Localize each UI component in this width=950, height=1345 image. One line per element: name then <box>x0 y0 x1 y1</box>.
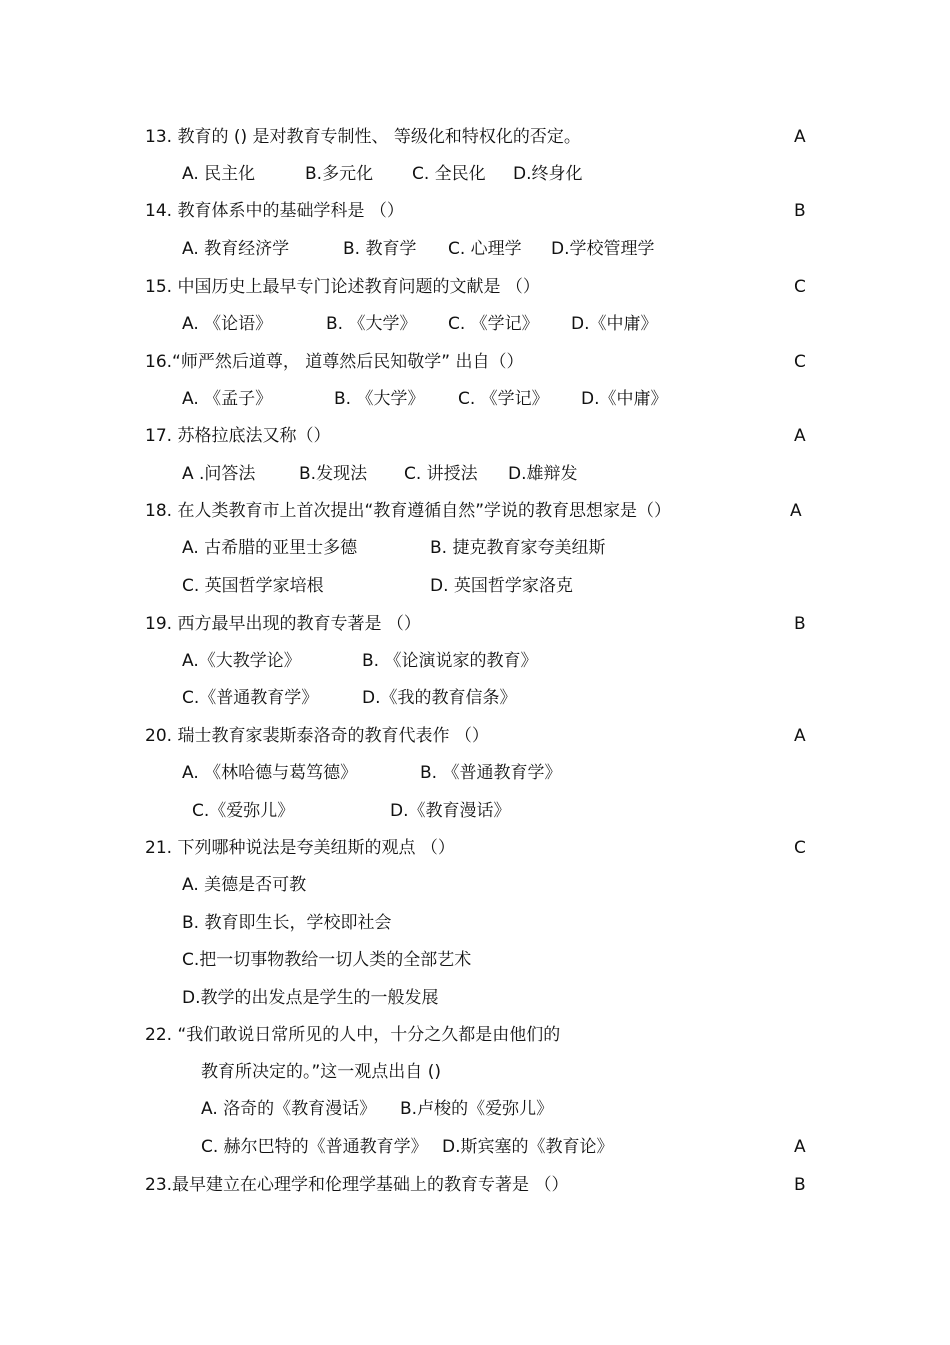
option-21-b: B. 教育即生长，学校即社会 <box>182 913 392 933</box>
option-15-c: C. 《学记》 <box>448 314 539 334</box>
option-15-b: B. 《大学》 <box>326 314 417 334</box>
option-21-c: C.把一切事物教给一切人类的全部艺术 <box>182 950 472 970</box>
option-16-d: D.《中庸》 <box>581 389 668 409</box>
option-18-d: D. 英国哲学家洛克 <box>430 576 573 596</box>
option-13-c: C. 全民化 <box>412 164 486 184</box>
option-20-b: B. 《普通教育学》 <box>420 763 562 783</box>
question-13: 13. 教育的 () 是对教育专制性、 等级化和特权化的否定。 <box>145 127 581 147</box>
option-19-d: D.《我的教育信条》 <box>362 688 517 708</box>
answer-20: A <box>794 726 806 746</box>
option-13-a: A. 民主化 <box>182 164 256 184</box>
option-18-a: A. 古希腊的亚里士多德 <box>182 538 358 558</box>
answer-19: B <box>794 614 806 634</box>
option-14-d: D.学校管理学 <box>551 239 655 259</box>
question-17: 17. 苏格拉底法又称（） <box>145 426 331 446</box>
answer-21: C <box>794 838 806 858</box>
option-20-a: A. 《林哈德与葛笃德》 <box>182 763 358 783</box>
option-20-c: C.《爱弥儿》 <box>192 801 295 821</box>
option-15-d: D.《中庸》 <box>571 314 658 334</box>
option-19-a: A.《大教学论》 <box>182 651 301 671</box>
option-14-c: C. 心理学 <box>448 239 522 259</box>
option-13-b: B.多元化 <box>305 164 374 184</box>
option-17-b: B.发现法 <box>299 464 368 484</box>
question-14: 14. 教育体系中的基础学科是 （） <box>145 201 404 221</box>
question-15: 15. 中国历史上最早专门论述教育问题的文献是 （） <box>145 277 540 297</box>
option-19-c: C.《普通教育学》 <box>182 688 319 708</box>
answer-17: A <box>794 426 806 446</box>
question-16: 16.“师严然后道尊， 道尊然后民知敬学” 出自（） <box>145 352 524 372</box>
answer-13: A <box>794 127 806 147</box>
answer-22: A <box>794 1137 806 1157</box>
answer-15: C <box>794 277 806 297</box>
option-17-d: D.雄辩发 <box>508 464 578 484</box>
option-16-a: A. 《孟子》 <box>182 389 273 409</box>
question-18: 18. 在人类教育市上首次提出“教育遵循自然”学说的教育思想家是（） <box>145 501 672 521</box>
option-17-a: A .问答法 <box>182 464 256 484</box>
option-17-c: C. 讲授法 <box>404 464 478 484</box>
option-14-a: A. 教育经济学 <box>182 239 290 259</box>
answer-23: B <box>794 1175 806 1195</box>
option-16-c: C. 《学记》 <box>458 389 549 409</box>
answer-14: B <box>794 201 806 221</box>
option-20-d: D.《教育漫话》 <box>390 801 511 821</box>
question-22: 22. “我们敢说日常所见的人中，十分之久都是由他们的 <box>145 1025 561 1045</box>
option-22-d: D.斯宾塞的《教育论》 <box>442 1137 614 1157</box>
answer-16: C <box>794 352 806 372</box>
question-21: 21. 下列哪种说法是夸美纽斯的观点 （） <box>145 838 455 858</box>
option-21-a: A. 美德是否可教 <box>182 875 307 895</box>
option-16-b: B. 《大学》 <box>334 389 425 409</box>
option-13-d: D.终身化 <box>513 164 583 184</box>
question-20: 20. 瑞士教育家裴斯泰洛奇的教育代表作 （） <box>145 726 489 746</box>
option-14-b: B. 教育学 <box>343 239 417 259</box>
option-22-c: C. 赫尔巴特的《普通教育学》 <box>201 1137 428 1157</box>
option-19-b: B. 《论演说家的教育》 <box>362 651 538 671</box>
option-18-c: C. 英国哲学家培根 <box>182 576 324 596</box>
question-22-continuation: 教育所决定的。”这一观点出自 () <box>201 1062 441 1082</box>
answer-18: A <box>790 501 802 521</box>
option-22-a: A. 洛奇的《教育漫话》 <box>201 1099 377 1119</box>
option-15-a: A. 《论语》 <box>182 314 273 334</box>
question-23: 23.最早建立在心理学和伦理学基础上的教育专著是 （） <box>145 1175 569 1195</box>
option-18-b: B. 捷克教育家夸美纽斯 <box>430 538 606 558</box>
option-21-d: D.教学的出发点是学生的一般发展 <box>182 988 439 1008</box>
option-22-b: B.卢梭的《爱弥儿》 <box>400 1099 554 1119</box>
question-19: 19. 西方最早出现的教育专著是 （） <box>145 614 421 634</box>
